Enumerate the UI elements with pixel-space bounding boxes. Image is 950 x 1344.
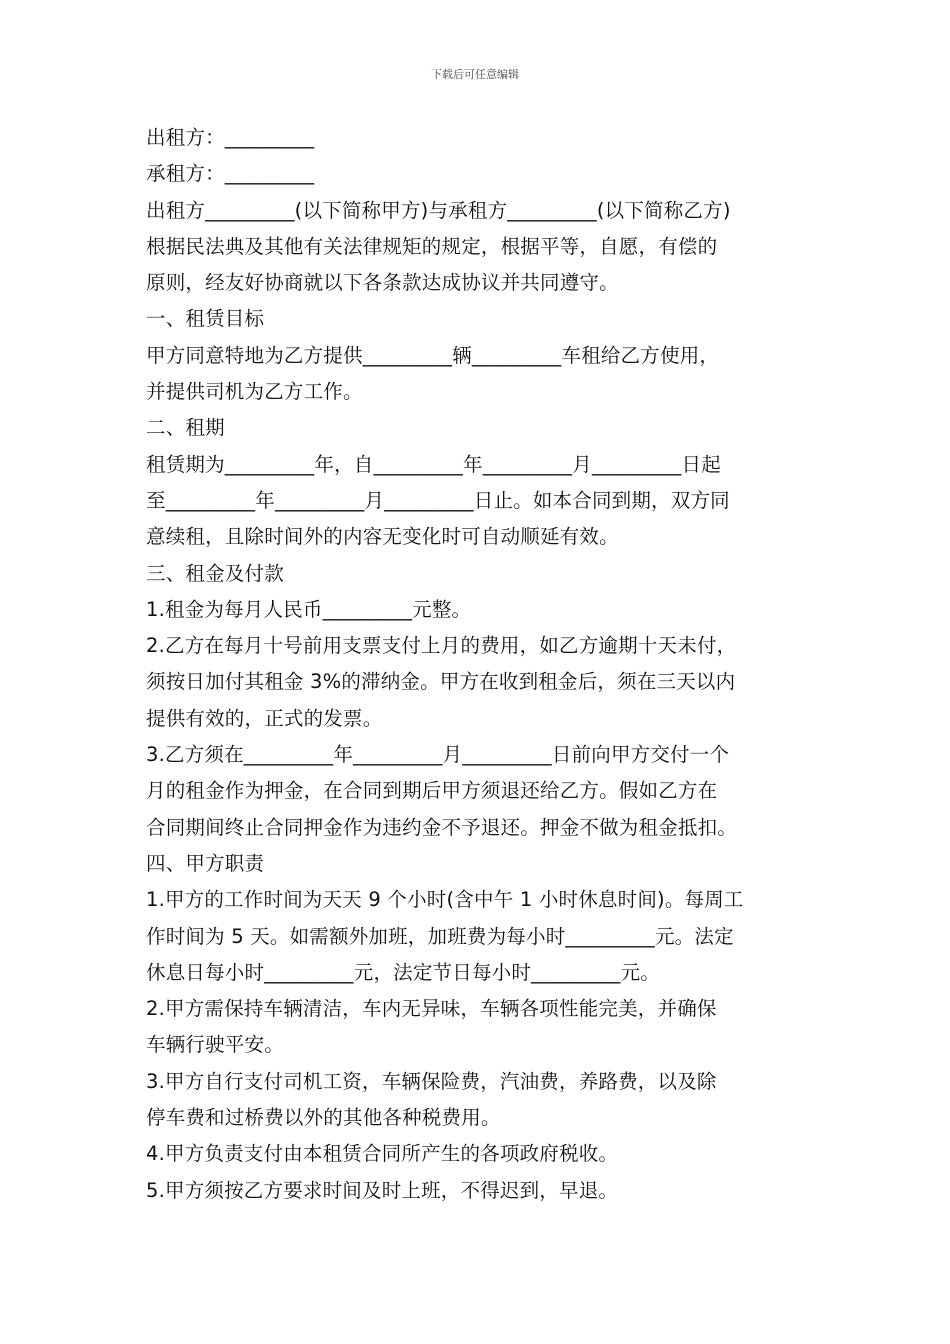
text-line: 出租方_________(以下简称甲方)与承租方_________(以下简称乙方) [146, 198, 731, 222]
text-line: 2.乙方在每月十号前用支票支付上月的费用，如乙方逾期十天未付， [146, 634, 737, 658]
text-line: 租赁期为_________年，自_________年_________月_________日起 [146, 452, 721, 476]
text-line: 车辆行驶平安。 [146, 1033, 284, 1057]
text-line: 休息日每小时_________元，法定节日每小时_________元。 [146, 960, 661, 984]
text-line: 须按日加付其租金 3%的滞纳金。甲方在收到租金后，须在三天以内 [146, 670, 736, 694]
section-heading: 二、租期 [146, 416, 225, 440]
page-header: 下载后可任意编辑 [431, 68, 519, 81]
text-line: 合同期间终止合同押金作为违约金不予退还。押金不做为租金抵扣。 [146, 815, 738, 839]
section-heading: 四、甲方职责 [146, 851, 265, 875]
text-line: 承租方：_________ [146, 162, 315, 186]
text-line: 月的租金作为押金，在合同到期后甲方须退还给乙方。假如乙方在 [146, 779, 718, 803]
section-heading: 一、租赁目标 [146, 307, 265, 331]
text-line: 4.甲方负责支付由本租赁合同所产生的各项政府税收。 [146, 1142, 619, 1166]
text-line: 停车费和过桥费以外的其他各种税费用。 [146, 1106, 501, 1130]
contract-body [146, 120, 816, 1209]
text-line: 5.甲方须按乙方要求时间及时上班，不得迟到，早退。 [146, 1178, 619, 1202]
section-heading: 三、租金及付款 [146, 561, 284, 585]
text-line: 1.租金为每月人民币_________元整。 [146, 597, 472, 621]
text-line: 原则，经友好协商就以下各条款达成协议并共同遵守。 [146, 271, 619, 295]
text-line: 2.甲方需保持车辆清洁，车内无异味，车辆各项性能完美，并确保 [146, 997, 717, 1021]
text-line: 作时间为 5 天。如需额外加班，加班费为每小时_________元。法定 [146, 924, 734, 948]
text-line: 提供有效的，正式的发票。 [146, 706, 383, 730]
text-line: 至_________年_________月_________日止。如本合同到期，双方同 [146, 488, 730, 512]
text-line: 并提供司机为乙方工作。 [146, 380, 363, 404]
text-line: 根据民法典及其他有关法律规矩的规定，根据平等，自愿，有偿的 [146, 234, 718, 258]
text-line: 甲方同意特地为乙方提供_________辆_________车租给乙方使用， [146, 343, 720, 367]
text-line: 3.甲方自行支付司机工资，车辆保险费，汽油费，养路费，以及除 [146, 1069, 717, 1093]
text-line: 1.甲方的工作时间为天天 9 个小时(含中午 1 小时休息时间)。每周工 [146, 888, 744, 912]
text-line: 3.乙方须在_________年_________月_________日前向甲方交付一个 [146, 743, 730, 767]
text-line: 出租方：_________ [146, 126, 315, 149]
text-line: 意续租，且除时间外的内容无变化时可自动顺延有效。 [146, 525, 619, 549]
